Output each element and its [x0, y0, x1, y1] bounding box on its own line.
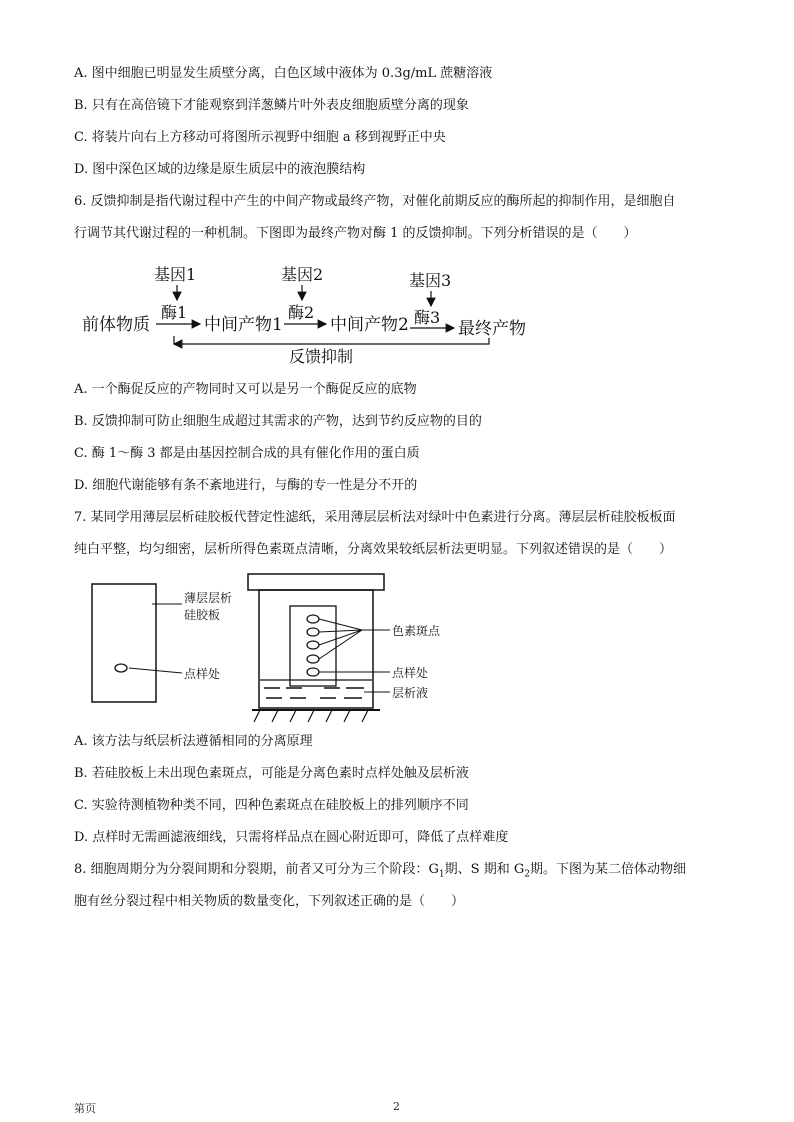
enzyme1-label: 酶1	[161, 303, 188, 322]
feedback-label: 反馈抑制	[289, 347, 354, 366]
gene3-label: 基因3	[409, 271, 452, 290]
q8-stem-part2: 期、S 期和 G	[444, 862, 525, 877]
q5-option-b: B. 只有在高倍镜下才能观察到洋葱鳞片叶外表皮细胞质壁分离的现象	[74, 98, 469, 113]
q6-option-c: C. 酶 1～酶 3 都是由基因控制合成的具有催化作用的蛋白质	[74, 446, 420, 461]
page-number: 2	[393, 1100, 400, 1113]
plate-label-1: 薄层层析	[184, 591, 233, 605]
q8-stem-part3: 期。下图为某二倍体动物细	[529, 862, 686, 877]
solvent-label: 层析液	[392, 686, 429, 700]
q7-stem-line2: 纯白平整，均匀细密，层析所得色素斑点清晰，分离效果较纸层析法更明显。下列叙述错误的是（ ）	[74, 542, 673, 557]
q8-stem-part1: 8. 细胞周期分为分裂间期和分裂期，前者又可分为三个阶段：G	[74, 862, 439, 877]
gene1-label: 基因1	[154, 265, 197, 284]
q8-g2-subscript: 2	[524, 869, 530, 880]
footer-label: 第页	[74, 1102, 96, 1115]
thin-layer-chromatography-diagram	[74, 572, 494, 724]
q5-option-c: C. 将装片向右上方移动可将图所示视野中细胞 a 移到视野正中央	[74, 130, 446, 145]
q8-stem-line1	[74, 862, 686, 883]
intermediate2-label: 中间产物2	[330, 315, 409, 335]
plate-label-2: 硅胶板	[184, 608, 221, 622]
q8-stem-line2: 胞有丝分裂过程中相关物质的数量变化，下列叙述正确的是（ ）	[74, 894, 465, 909]
gene2-label: 基因2	[281, 265, 324, 284]
precursor-label: 前体物质	[82, 315, 150, 335]
q8-g1-subscript: 1	[438, 869, 445, 880]
q6-option-d: D. 细胞代谢能够有条不紊地进行，与酶的专一性是分不开的	[74, 478, 418, 493]
q5-option-a: A. 图中细胞已明显发生质壁分离，白色区域中液体为 0.3g/mL 蔗糖溶液	[74, 66, 493, 81]
final-product-label: 最终产物	[458, 319, 526, 339]
q7-option-d: D. 点样时无需画滤液细线，只需将样品点在圆心附近即可，降低了点样难度	[74, 830, 509, 845]
q6-option-a: A. 一个酶促反应的产物同时又可以是另一个酶促反应的底物	[74, 382, 417, 397]
spot-label-left: 点样处	[184, 667, 221, 681]
q7-option-b: B. 若硅胶板上未出现色素斑点，可能是分离色素时点样处触及层析液	[74, 766, 469, 781]
enzyme3-label: 酶3	[414, 308, 441, 327]
feedback-inhibition-diagram	[74, 258, 574, 368]
q6-stem-line1: 6. 反馈抑制是指代谢过程中产生的中间产物或最终产物，对催化前期反应的酶所起的抑制作用，是细胞自	[74, 194, 676, 209]
q6-stem-line2: 行调节其代谢过程的一种机制。下图即为最终产物对酶 1 的反馈抑制。下列分析错误的是（ ）	[74, 226, 637, 241]
intermediate1-label: 中间产物1	[204, 315, 283, 335]
q5-option-d: D. 图中深色区域的边缘是原生质层中的液泡膜结构	[74, 162, 366, 177]
q7-option-a: A. 该方法与纸层析法遵循相同的分离原理	[74, 734, 313, 749]
spot-label-right: 点样处	[392, 666, 429, 680]
q6-option-b: B. 反馈抑制可防止细胞生成超过其需求的产物，达到节约反应物的目的	[74, 414, 482, 429]
enzyme2-label: 酶2	[288, 303, 315, 322]
q7-option-c: C. 实验待测植物种类不同，四种色素斑点在硅胶板上的排列顺序不同	[74, 798, 469, 813]
q7-stem-line1: 7. 某同学用薄层层析硅胶板代替定性滤纸，采用薄层层析法对绿叶中色素进行分离。薄层层析硅胶板板面	[74, 510, 676, 525]
pigment-spot-label: 色素斑点	[392, 624, 441, 638]
